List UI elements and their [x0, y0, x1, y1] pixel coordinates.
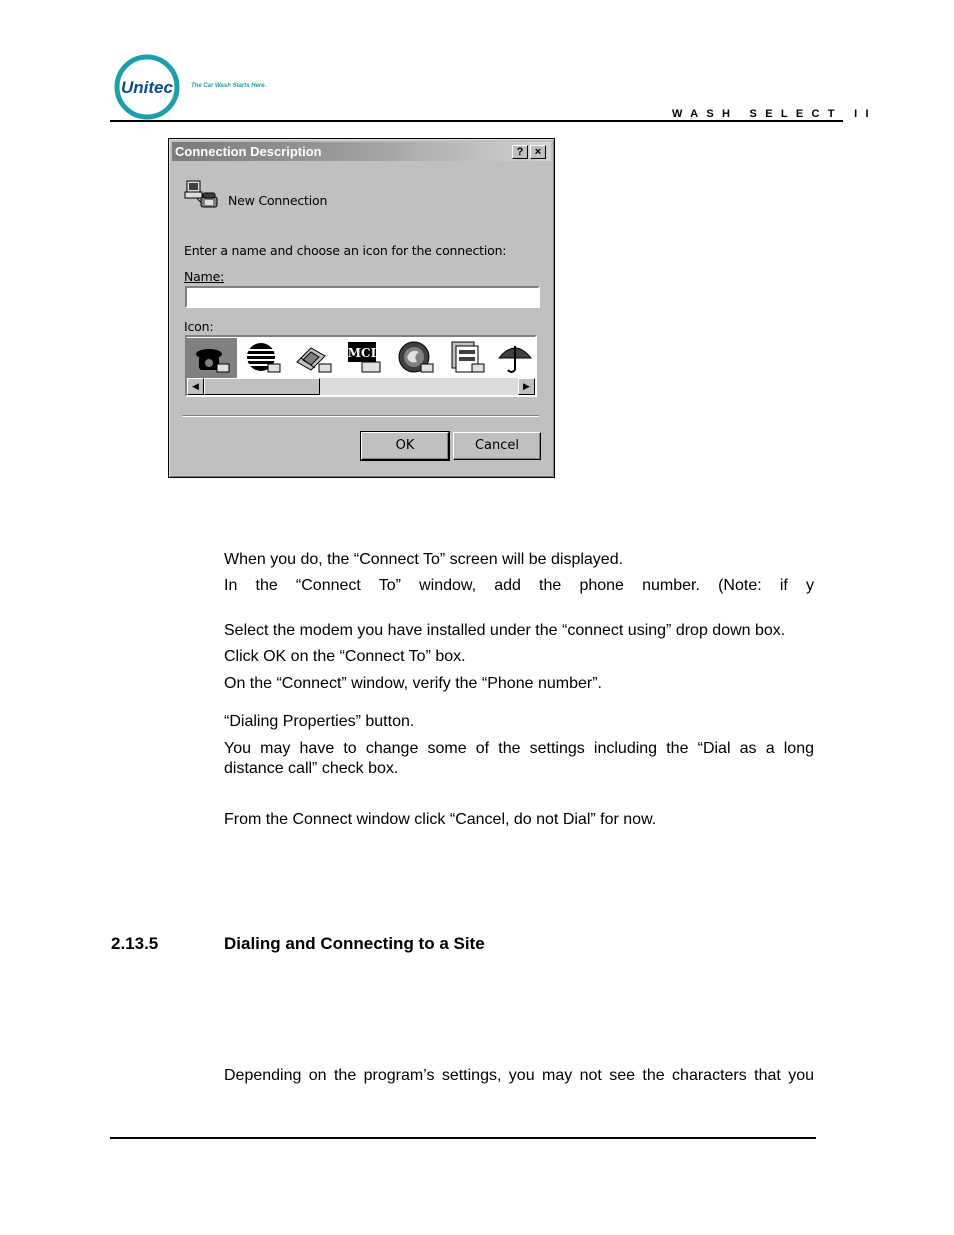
- scroll-right-button[interactable]: ▶: [518, 378, 535, 395]
- connection-description-dialog: [168, 138, 555, 478]
- mci-label: MCI: [347, 346, 377, 360]
- paragraph-click-ok: Click OK on the “Connect To” box.: [224, 648, 466, 665]
- icon-label: Icon:: [184, 319, 214, 334]
- connection-name-label: New Connection: [228, 193, 328, 208]
- paragraph-select-modem: Select the modem you have installed under the “connect using” drop down box.: [224, 622, 786, 639]
- name-input[interactable]: [185, 286, 540, 308]
- section-title: Dialing and Connecting to a Site: [224, 934, 485, 953]
- umbrella-icon[interactable]: [493, 338, 537, 378]
- scroll-left-button[interactable]: ◀: [187, 378, 204, 395]
- dialog-separator: [182, 415, 539, 417]
- logo-tagline: The Car Wash Starts Here.: [191, 83, 267, 89]
- unitec-logo: [109, 54, 185, 120]
- paragraph-change-settings-line1: You may have to change some of the settings including the “Dial as a long: [224, 740, 814, 757]
- paragraph-dialing-properties: “Dialing Properties” button.: [224, 713, 415, 730]
- logo-text: Unitec: [121, 78, 173, 97]
- document-title: WASH SELECT II: [672, 108, 877, 120]
- section-number: 2.13.5: [111, 934, 159, 953]
- paragraph-program-settings: Depending on the program’s settings, you may not see the characters that you: [224, 1067, 814, 1084]
- paragraph-cancel-do-not-dial: From the Connect window click “Cancel, do not Dial” for now.: [224, 811, 657, 828]
- help-button[interactable]: ?: [512, 145, 528, 159]
- paragraph-change-settings-line2: distance call” check box.: [224, 760, 399, 777]
- globe-icon[interactable]: [238, 338, 288, 378]
- footer-rule: [110, 1137, 816, 1139]
- ge-icon[interactable]: [391, 338, 441, 378]
- icon-scrollbar[interactable]: [187, 378, 535, 395]
- scroll-thumb[interactable]: [204, 378, 320, 395]
- header-rule: [110, 120, 843, 122]
- paragraph-verify-phone: On the “Connect” window, verify the “Phone number”.: [224, 675, 602, 692]
- icon-list[interactable]: [185, 335, 537, 397]
- mci-icon[interactable]: [340, 338, 390, 378]
- paragraph-connect-to-displayed: When you do, the “Connect To” screen will be displayed.: [224, 551, 624, 568]
- phone-connection-icon: [183, 178, 221, 214]
- instruction-text: Enter a name and choose an icon for the connection:: [184, 243, 507, 258]
- phone-icon[interactable]: [187, 338, 237, 378]
- dialog-titlebar[interactable]: [172, 142, 551, 161]
- paragraph-add-phone-number: In the “Connect To” window, add the phone number. (Note: if y: [224, 577, 814, 594]
- files-icon[interactable]: [442, 338, 492, 378]
- cancel-button[interactable]: Cancel: [453, 432, 541, 460]
- dialog-title: Connection Description: [175, 144, 322, 159]
- name-label: Name:: [184, 269, 225, 284]
- close-button[interactable]: ×: [530, 145, 546, 159]
- ok-button[interactable]: OK: [361, 432, 449, 460]
- network-icon[interactable]: [289, 338, 339, 378]
